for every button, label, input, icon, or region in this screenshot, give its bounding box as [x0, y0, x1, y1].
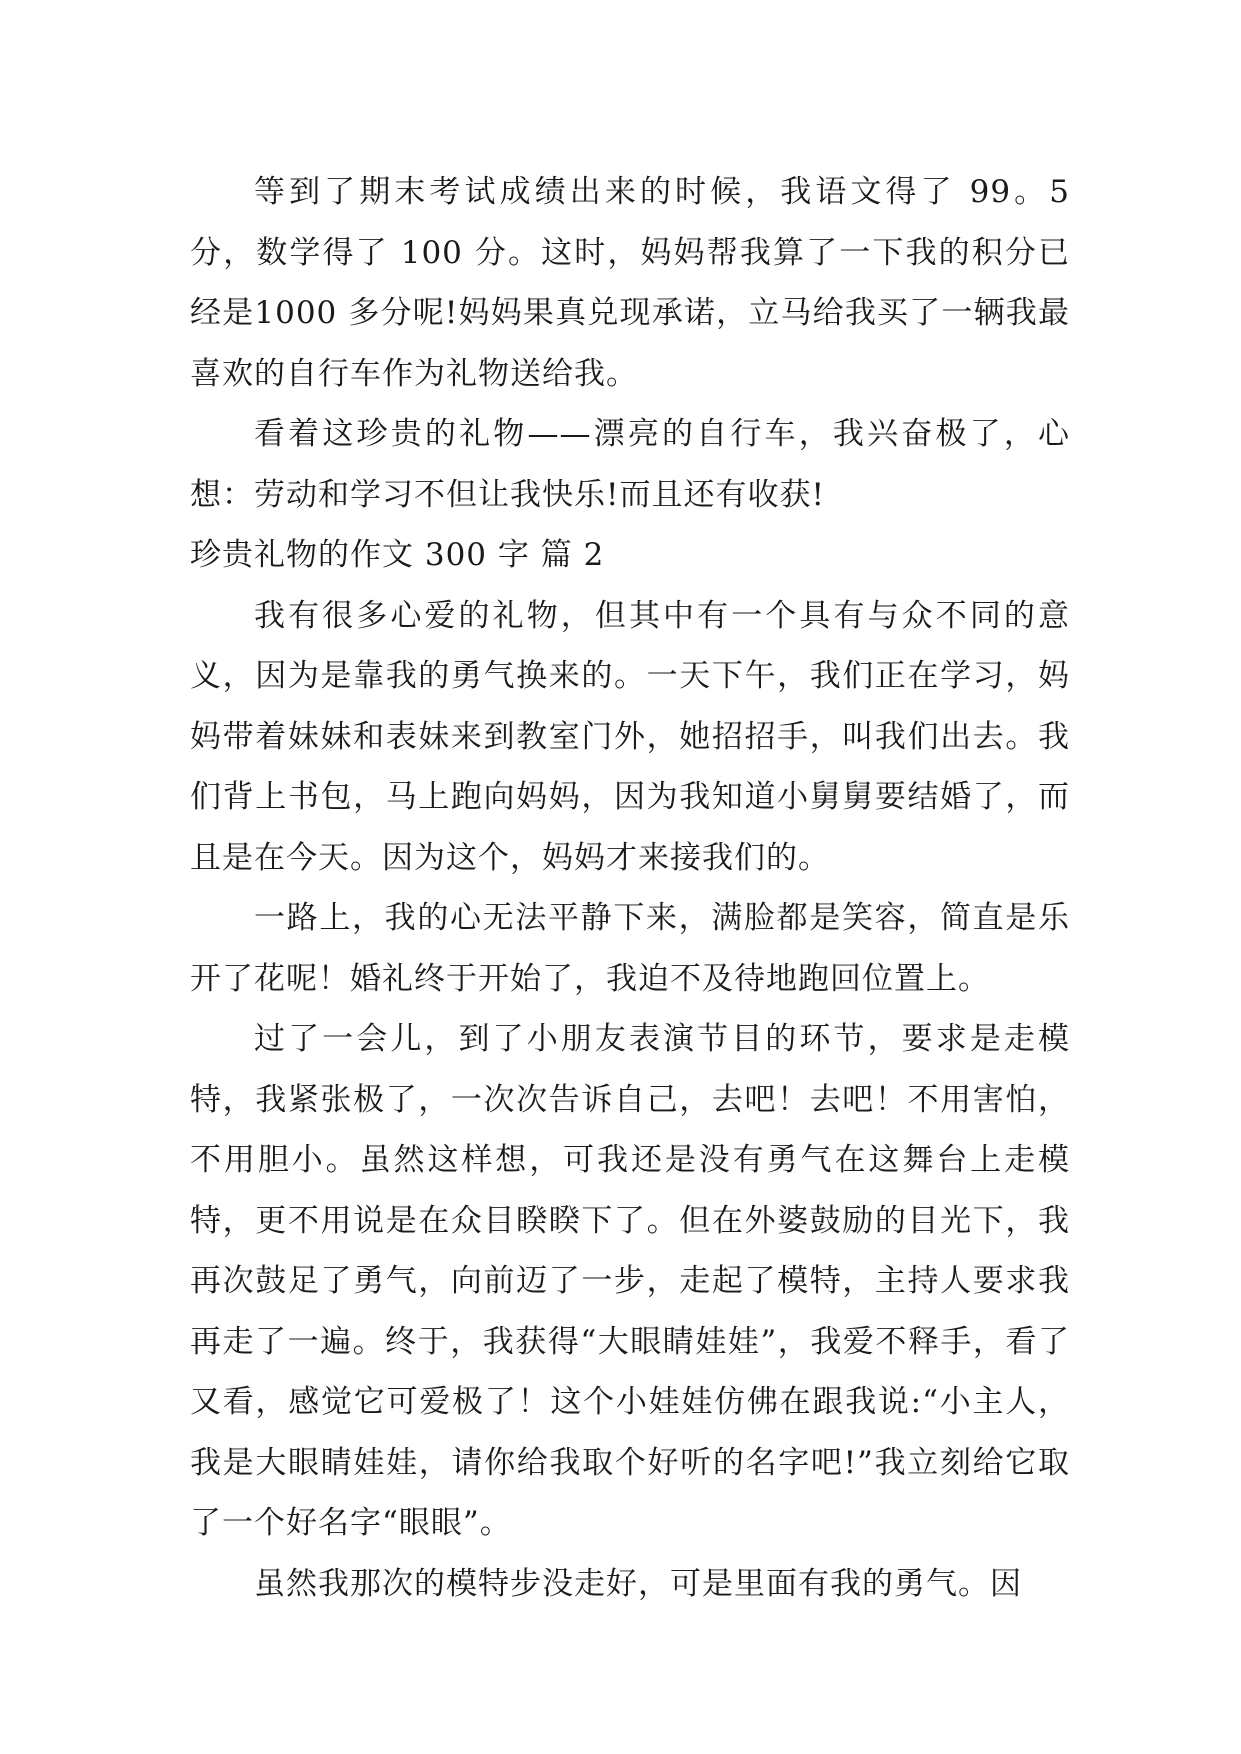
- paragraph-on-the-way: 一路上，我的心无法平静下来，满脸都是笑容，简直是乐开了花呢！婚礼终于开始了，我迫不及待地跑回位置上。: [190, 900, 1070, 997]
- paragraph-intro: 我有很多心爱的礼物，但其中有一个具有与众不同的意义，因为是靠我的勇气换来的。一天下午，我们正在学习，妈妈带着妹妹和表妹来到教室门外，她招招手，叫我们出去。我们背上书包，马上跑向妈妈，因为我知道小舅舅要结婚了，而且是在今天。因为这个，妈妈才来接我们的。: [190, 597, 1070, 876]
- paragraph-conclusion: 虽然我那次的模特步没走好，可是里面有我的勇气。因: [254, 1565, 1022, 1602]
- paragraph-gift-reflection: 看着这珍贵的礼物——漂亮的自行车，我兴奋极了，心想：劳动和学习不但让我快乐!而且还有收获!: [190, 416, 1070, 513]
- paragraph-exam-results: 等到了期末考试成绩出来的时候，我语文得了 99。5 分，数学得了 100 分。这时，妈妈帮我算了一下我的积分已经是1000 多分呢!妈妈果真兑现承诺，立马给我买了一辆我最喜欢的自行车作为礼物送给我。: [190, 174, 1070, 392]
- document-body: [190, 162, 1070, 1614]
- paragraph-model-walk: 过了一会儿，到了小朋友表演节目的环节，要求是走模特，我紧张极了，一次次告诉自己，去吧！去吧！不用害怕，不用胆小。虽然这样想，可我还是没有勇气在这舞台上走模特，更不用说是在众目睽睽下了。但在外婆鼓励的目光下，我再次鼓足了勇气，向前迈了一步，走起了模特，主持人要求我再走了一遍。终于，我获得“大眼睛娃娃”，我爱不释手，看了又看，感觉它可爱极了！这个小娃娃仿佛在跟我说:“小主人，我是大眼睛娃娃，请你给我取个好听的名字吧!”我立刻给它取了一个好名字“眼眼”。: [190, 1021, 1070, 1541]
- essay-heading: 珍贵礼物的作文 300 字 篇 2: [190, 537, 605, 573]
